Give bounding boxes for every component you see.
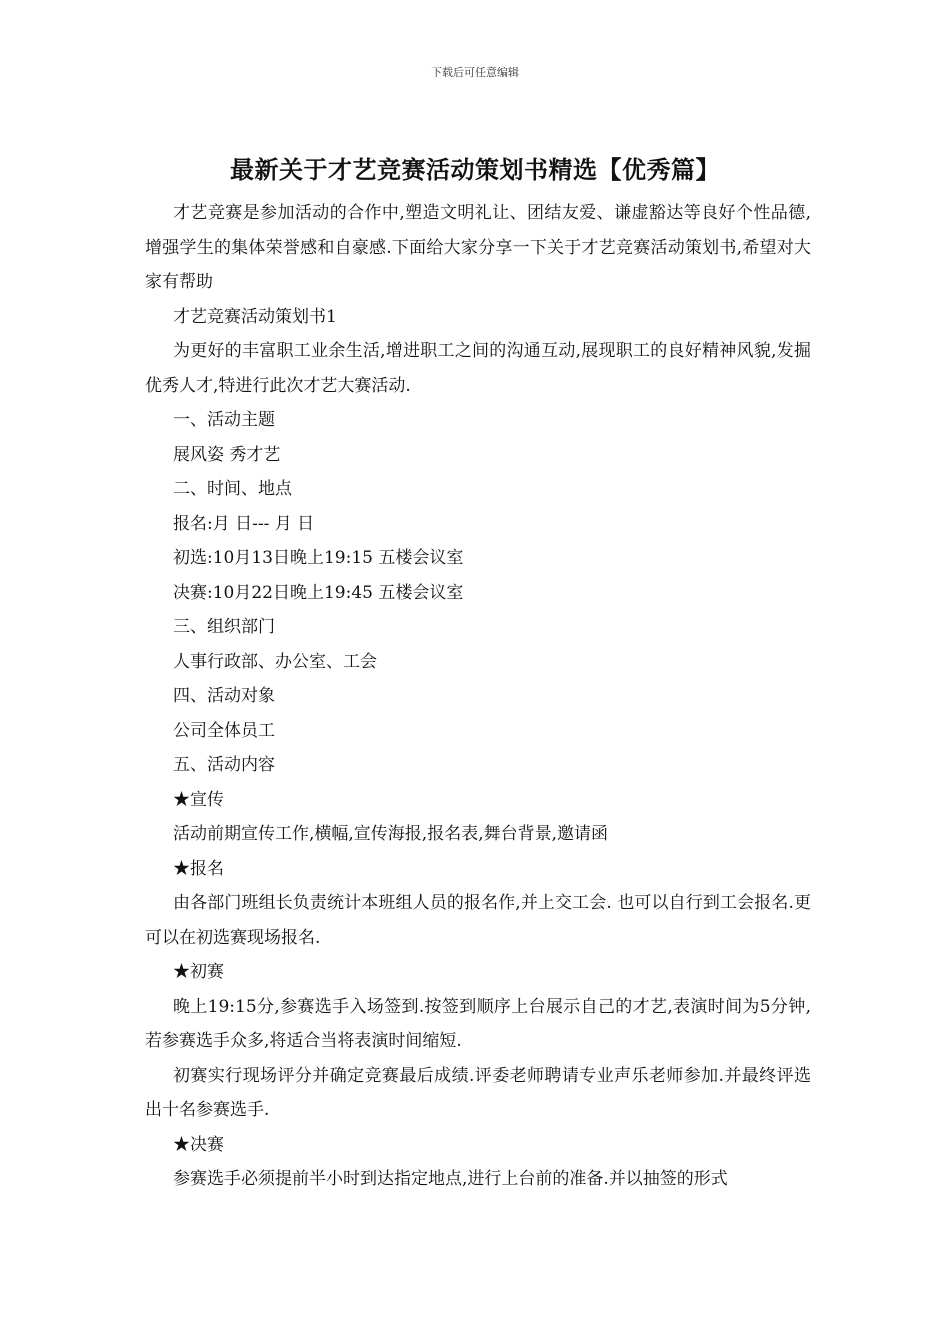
paragraph: 展风姿 秀才艺 bbox=[173, 444, 281, 465]
section-heading: 一、活动主题 bbox=[173, 410, 275, 430]
paragraph: 参赛选手必须提前半小时到达指定地点,进行上台前的准备.并以抽签的形式 bbox=[173, 1169, 728, 1189]
paragraph: 活动前期宣传工作,横幅,宣传海报,报名表,舞台背景,邀请函 bbox=[173, 824, 609, 844]
paragraph-intro: 才艺竞赛是参加活动的合作中,塑造文明礼让、团结友爱、谦虚豁达等良好个性品德,增强学生的集体荣誉感和自豪感.下面给大家分享一下关于才艺竞赛活动策划书,希望对大家有帮助 bbox=[145, 203, 811, 292]
section-heading: 五、活动内容 bbox=[173, 755, 275, 775]
star-heading: ★初赛 bbox=[173, 962, 224, 982]
section-heading: 四、活动对象 bbox=[173, 686, 275, 706]
section-heading: 二、时间、地点 bbox=[173, 479, 292, 499]
star-heading: ★决赛 bbox=[173, 1134, 224, 1155]
section-heading: 三、组织部门 bbox=[173, 617, 275, 637]
paragraph: 初赛实行现场评分并确定竞赛最后成绩.评委老师聘请专业声乐老师参加.并最终评选出十名参赛选手. bbox=[145, 1065, 811, 1120]
paragraph: 初选:10月13日晚上19:15 五楼会议室 bbox=[173, 548, 464, 568]
paragraph: 决赛:10月22日晚上19:45 五楼会议室 bbox=[173, 582, 464, 603]
paragraph: 为更好的丰富职工业余生活,增进职工之间的沟通互动,展现职工的良好精神风貌,发掘优秀人才,特进行此次才艺大赛活动. bbox=[145, 341, 811, 396]
paragraph: 公司全体员工 bbox=[173, 720, 275, 741]
paragraph: 报名:月 日--- 月 日 bbox=[173, 513, 315, 534]
star-heading: ★宣传 bbox=[173, 789, 224, 810]
paragraph-subtitle: 才艺竞赛活动策划书1 bbox=[173, 306, 337, 327]
paragraph: 由各部门班组长负责统计本班组人员的报名作,并上交工会. 也可以自行到工会报名.更可以在初选赛现场报名. bbox=[145, 893, 811, 948]
paragraph: 人事行政部、办公室、工会 bbox=[173, 651, 377, 672]
header-note: 下载后可任意编辑 bbox=[431, 66, 519, 79]
document-body bbox=[145, 196, 811, 1197]
paragraph: 晚上19:15分,参赛选手入场签到.按签到顺序上台展示自己的才艺,表演时间为5分钟,若参赛选手众多,将适合当将表演时间缩短. bbox=[145, 996, 811, 1051]
document-title: 最新关于才艺竞赛活动策划书精选【优秀篇】 bbox=[230, 156, 720, 184]
star-heading: ★报名 bbox=[173, 858, 224, 879]
